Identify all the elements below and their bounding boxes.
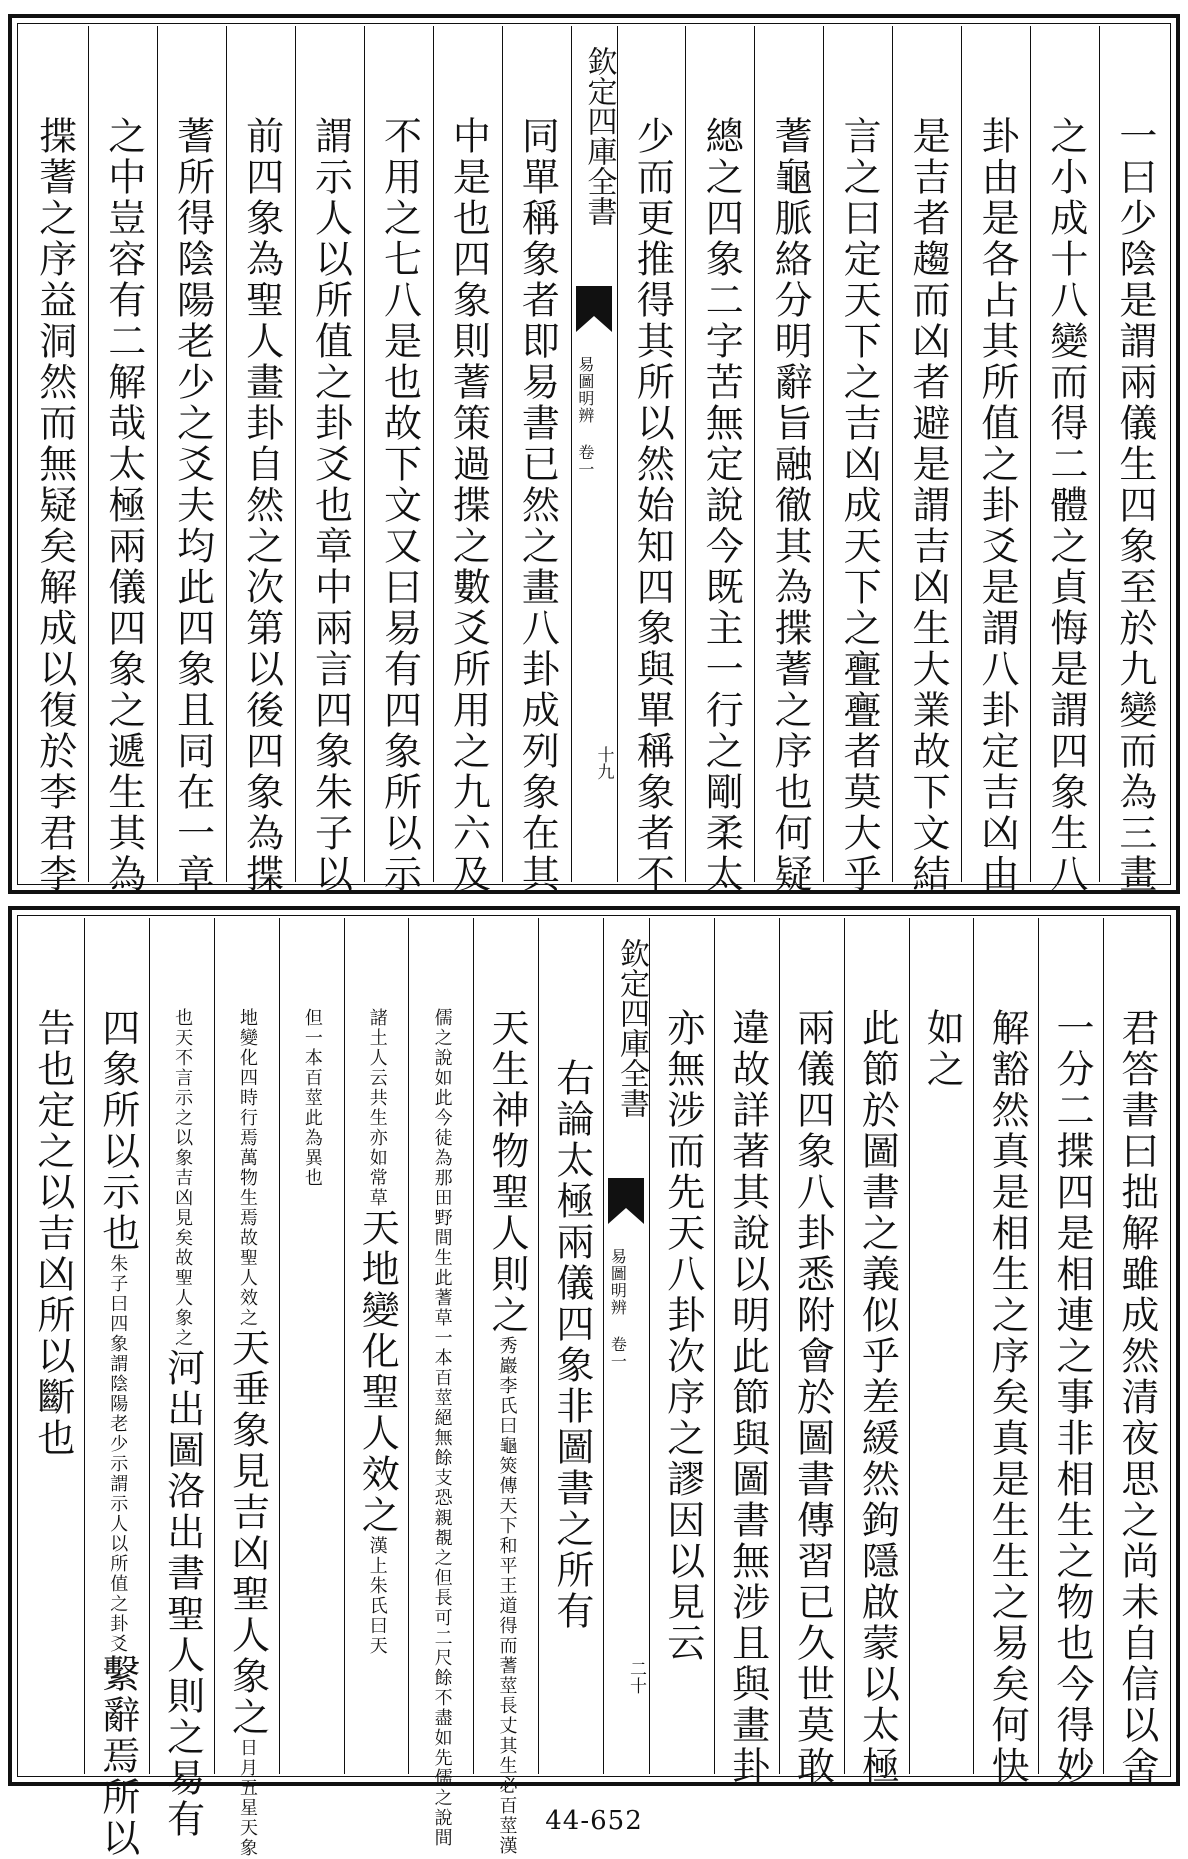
text-column: 告也定之以吉凶所以斷也 [30,1008,75,1459]
text-column: 之中豈容有二解哉太極兩儀四象之遞生其為 [88,26,157,882]
main-text: 繫辭焉所以 [95,1654,140,1859]
text-column: 一曰少陰是謂兩儀生四象至於九變而為三畫 [1099,26,1168,882]
text-column: 總之四象二字苦無定說今既主一行之剛柔太 [685,26,754,882]
text-column: 之小成十八變而得二體之貞悔是謂四象生八 [1030,26,1099,882]
text-column [214,918,279,1858]
text-column [344,918,409,1774]
text-column: 亦無涉而先天八卦次序之謬因以見云 [649,918,714,1774]
text-column: 揲蓍之序益洞然而無疑矣解成以復於李君李 [32,116,77,895]
main-text: 四象所以示也 [95,1008,140,1254]
main-text: 天垂象見吉凶聖人象之 [225,1328,270,1738]
annotation-text: 也天不言示之以象吉凶見矣故聖人象之 [172,1008,194,1348]
text-column: 前四象為聖人畫卦自然之次第以後四象為揲 [226,26,295,882]
annotation-text: 日月五星天象 [237,1738,259,1858]
text-column: 如之 [909,918,974,1774]
text-column: 不用之七八是也故下文又曰易有四象所以示 [364,26,433,882]
text-column: 一分二揲四是相連之事非相生之物也今得妙 [1038,918,1103,1774]
text-column: 中是也四象則蓍策過揲之數爻所用之九六及 [433,26,502,882]
annotation-text: 秀巖李氏曰龜筴傳天下和平王道得而蓍莖長丈其生必百莖漢 [496,1336,518,1856]
main-text: 天生神物聖人則之 [484,1008,529,1336]
text-column: 卦由是各占其所值之卦爻是謂八卦定吉凶由 [961,26,1030,882]
text-column: 此節於圖書之義似乎差緩然鉤隱啟蒙以太極 [844,918,909,1774]
text-column [84,918,149,1859]
annotation-text: 但一本百莖此為異也 [301,1008,323,1188]
volume-label: 易圖明辨 卷一 [608,1248,628,1370]
text-column: 右論太極兩儀四象非圖書之所有 [538,918,603,1774]
annotation-text: 朱子曰四象謂陰陽老少示謂示人以所值之卦爻 [107,1254,129,1654]
text-column: 違故詳著其說以明此節與圖書無涉且與畫卦 [714,918,779,1774]
text-column: 蓍所得陰陽老少之爻夫均此四象且同在一章 [157,26,226,882]
annotation-text: 諸土人云共生亦如常草 [366,1008,388,1208]
page-number: 44-652 [545,1806,643,1836]
text-column [149,918,214,1840]
text-column: 同單稱象者即易書已然之畫八卦成列象在其 [502,26,571,882]
main-text: 河出圖洛出書聖人則之易有 [160,1348,205,1840]
folio-number: 二十 [626,1660,646,1694]
fishtail-mark-icon [608,1178,644,1224]
text-column: 言之曰定天下之吉凶成天下之亹亹者莫大乎 [823,26,892,882]
book-header: 欽定四庫全書 [614,938,649,1118]
text-column [279,918,344,1774]
annotation-text: 儒之說如此今徒為那田野間生此蓍草一本百莖絕無餘支恐親覩之但長可二尺餘不盡如先儒之說間 [431,1008,453,1848]
center-fold [603,918,649,1774]
folio-number: 十九 [593,746,614,780]
text-column: 君答書曰拙解雖成然清夜思之尚未自信以舍 [1103,918,1168,1774]
annotation-text: 地變化四時行焉萬物生焉故聖人效之 [237,1008,259,1328]
top-page [8,14,1180,894]
text-column: 少而更推得其所以然始知四象與單稱象者不 [617,26,686,882]
fishtail-mark-icon [576,286,612,332]
main-text: 天地變化聖人效之 [355,1208,400,1536]
text-column [408,918,473,1848]
text-column: 蓍龜脈絡分明辭旨融徹其為揲蓍之序也何疑 [754,26,823,882]
text-column: 兩儀四象八卦悉附會於圖書傳習已久世莫敢 [779,918,844,1774]
text-column [473,918,538,1856]
book-header: 欽定四庫全書 [581,46,617,226]
center-fold [571,26,617,882]
volume-label: 易圖明辨 卷一 [575,356,595,478]
text-column: 謂示人以所值之卦爻也章中兩言四象朱子以 [295,26,364,882]
text-column: 解豁然真是相生之序矣真是生生之易矣何快 [973,918,1038,1774]
text-column: 是吉者趨而凶者避是謂吉凶生大業故下文結 [892,26,961,882]
annotation-text: 漢上朱氏曰天 [366,1536,388,1656]
